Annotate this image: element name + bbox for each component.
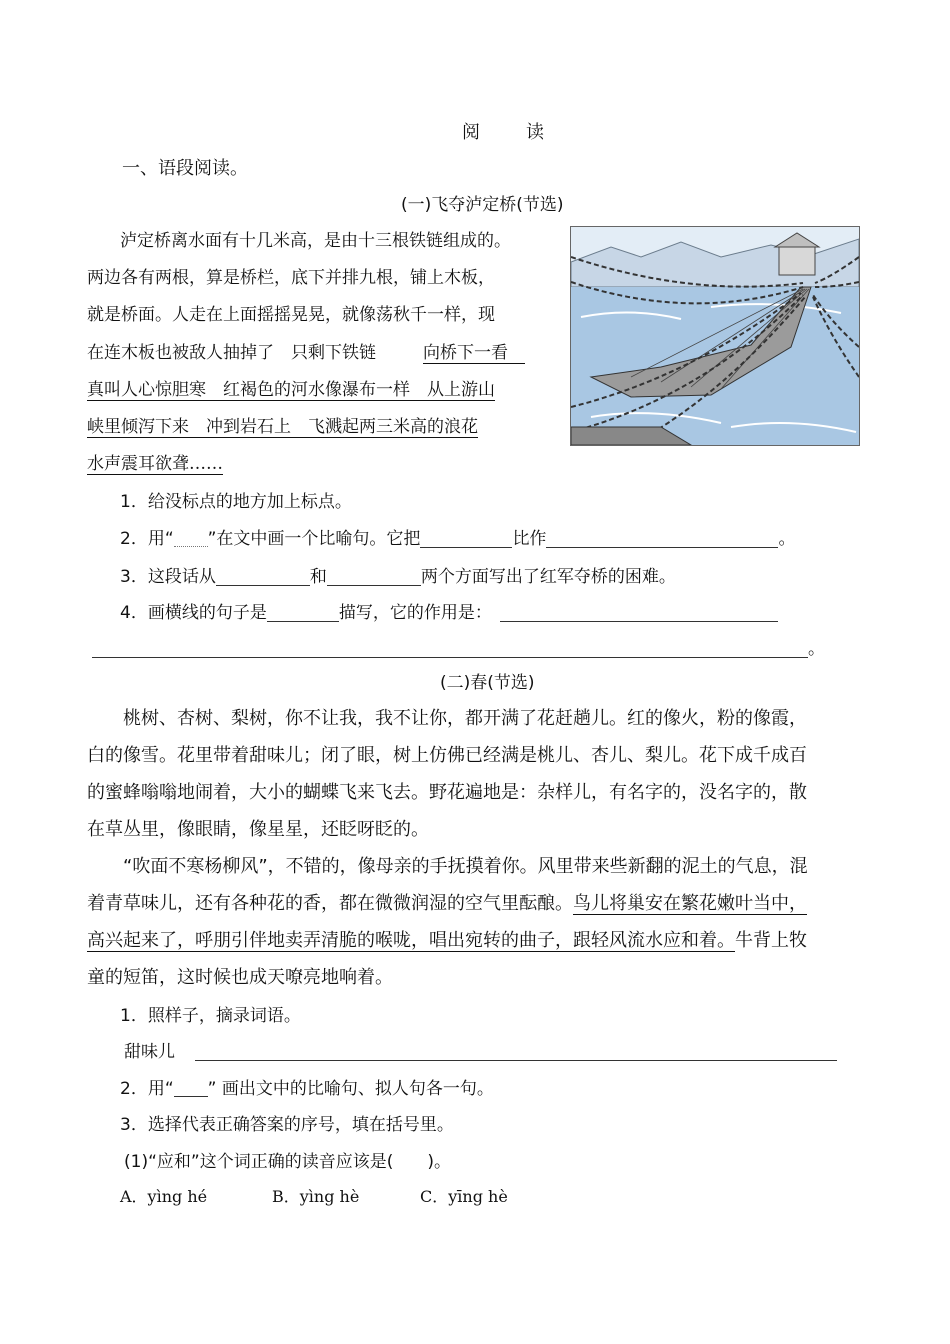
- answer-blank[interactable]: [546, 529, 778, 548]
- answer-blank[interactable]: [195, 1042, 837, 1061]
- passage-2-line-6: [87, 889, 807, 915]
- straight-line-mark: [174, 1082, 208, 1097]
- example-word: 甜味儿: [124, 1042, 175, 1062]
- option-b[interactable]: B．yìng hè: [272, 1187, 360, 1206]
- passage-1-line-3: 就是桥面。人走在上面摇摇晃晃，就像荡秋千一样，现: [87, 305, 495, 325]
- passage-1-line-4: [87, 338, 525, 363]
- underlined-sentence-line-2: 真叫人心惊胆寒 红褐色的河水像瀑布一样 从上游山: [87, 380, 495, 400]
- option-a[interactable]: A．yìng hé: [120, 1187, 208, 1206]
- passage-1-title: (一)飞夺泸定桥(节选): [401, 195, 564, 215]
- answer-blank[interactable]: [500, 603, 778, 622]
- question-1-3-text-b: 和: [309, 567, 327, 587]
- passage-2-line-5: “吹面不寒杨柳风”，不错的，像母亲的手抚摸着你。风里带来些新翻的泥土的气息，混: [87, 856, 808, 877]
- question-2-2-text-b: ” 画出文中的比喻句、拟人句各一句。: [207, 1079, 494, 1099]
- question-1-2-end: 。: [778, 529, 796, 549]
- question-1-3-text-c: 两个方面写出了红军夺桥的困难。: [420, 567, 676, 587]
- option-c[interactable]: C．yīng hè: [420, 1187, 508, 1206]
- underlined-sentence-end: 高兴起来了，呼朋引伴地卖弄清脆的喉咙，唱出宛转的曲子，跟轻风流水应和着。: [87, 930, 735, 951]
- question-2-2: [120, 1074, 494, 1099]
- passage-2-line-3: 的蜜蜂嗡嗡地闹着，大小的蝴蝶飞来飞去。野花遍地是：杂样儿，有名字的，没名字的，散: [87, 782, 807, 803]
- passage-2-line-2: 白的像雪。花里带着甜味儿；闭了眼，树上仿佛已经满是桃儿、杏儿、梨儿。花下成千成百: [87, 745, 807, 766]
- underlined-sentence-line-3: 峡里倾泻下来 冲到岩石上 飞溅起两三米高的浪花: [87, 417, 478, 437]
- question-2-1: 1．照样子，摘录词语。: [120, 1006, 301, 1026]
- chain-bridge-icon: [571, 227, 859, 445]
- answer-blank[interactable]: [327, 567, 421, 586]
- passage-1-line-1: 泸定桥离水面有十几米高，是由十三根铁链组成的。: [120, 231, 511, 251]
- question-1-2-text-b: ”在文中画一个比喻句。它把: [207, 529, 421, 549]
- passage-2-line-7: [87, 926, 807, 952]
- question-2-3-1: (1)“应和”这个词正确的读音应该是( )。: [124, 1152, 451, 1172]
- page-title: 阅 读: [462, 122, 558, 143]
- question-1-2-text-a: 2．用“: [120, 529, 174, 549]
- wavy-line-mark: [174, 532, 208, 547]
- passage-2-line-8: 童的短笛，这时候也成天嘹亮地响着。: [87, 967, 393, 988]
- passage-2-line-7-text: 牛背上牧: [735, 930, 807, 951]
- answer-blank[interactable]: [92, 639, 808, 658]
- passage-2-title: (二)春(节选): [440, 673, 535, 693]
- passage-2-line-4: 在草丛里，像眼睛，像星星，还眨呀眨的。: [87, 819, 429, 840]
- passage-1-line-4-text: 在连木板也被敌人抽掉了 只剩下铁链: [87, 343, 393, 363]
- question-1-3: [120, 562, 676, 587]
- question-1-2: [120, 524, 795, 549]
- question-1-1: 1．给没标点的地方加上标点。: [120, 492, 352, 512]
- question-1-4-end: 。: [808, 639, 825, 659]
- question-1-4-text-b: 描写，它的作用是：: [338, 603, 492, 623]
- section-heading: 一、语段阅读。: [122, 158, 248, 179]
- answer-blank[interactable]: [420, 529, 512, 548]
- question-1-4-text-a: 4．画横线的句子是: [120, 603, 267, 623]
- question-1-3-text-a: 3．这段话从: [120, 567, 216, 587]
- passage-1-line-2: 两边各有两根，算是桥栏，底下并排九根，铺上木板，: [87, 268, 495, 288]
- question-2-2-text-a: 2．用“: [120, 1079, 174, 1099]
- underlined-sentence-start: 鸟儿将巢安在繁花嫩叶当中，: [573, 893, 807, 914]
- question-1-4: [120, 598, 778, 623]
- answer-blank[interactable]: [267, 603, 339, 622]
- question-2-3: 3．选择代表正确答案的序号，填在括号里。: [120, 1115, 454, 1135]
- question-1-2-text-c: 比作: [512, 529, 547, 549]
- answer-blank[interactable]: [216, 567, 310, 586]
- passage-2-line-6-text: 着青草味儿，还有各种花的香，都在微微润湿的空气里酝酿。: [87, 893, 573, 914]
- question-1-4-line-2: [92, 634, 825, 659]
- bridge-illustration: [570, 226, 860, 446]
- passage-2-line-1: 桃树、杏树、梨树，你不让我，我不让你，都开满了花赶趟儿。红的像火，粉的像霞，: [87, 708, 807, 729]
- underlined-sentence-start: 向桥下一看: [423, 343, 508, 363]
- question-2-1-example: [124, 1037, 837, 1062]
- underlined-sentence-line-4: 水声震耳欲聋……: [87, 454, 223, 474]
